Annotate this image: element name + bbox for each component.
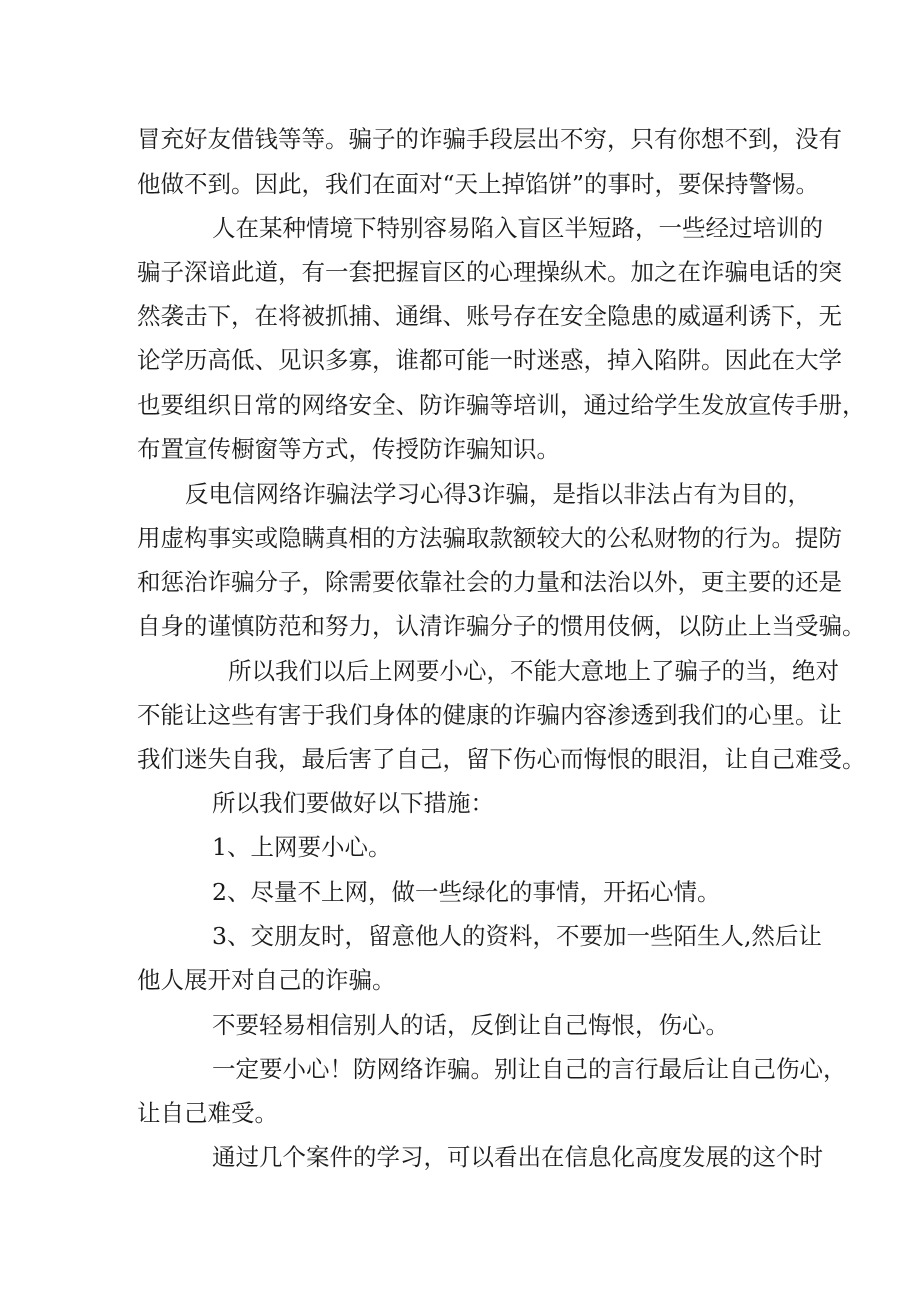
- text-line: 不能让这些有害于我们身体的健康的诈骗内容渗透到我们的心里。让: [137, 701, 842, 729]
- text-line: 2、尽量不上网，做一些绿化的事情，开拓心情。: [212, 878, 721, 906]
- text-line: 所以我们要做好以下措施：: [212, 789, 494, 817]
- text-line: 我们迷失自我，最后害了自己，留下伤心而悔恨的眼泪，让自己难受。: [137, 745, 866, 773]
- text-line: 人在某种情境下特别容易陷入盲区半短路，一些经过培训的: [212, 214, 823, 242]
- text-line: 论学历高低、见识多寡，谁都可能一时迷惑，掉入陷阱。因此在大学: [137, 346, 842, 374]
- text-line: 然袭击下，在将被抓捕、通缉、账号存在安全隐患的威逼利诱下，无: [137, 302, 842, 330]
- text-line: 他做不到。因此，我们在面对“天上掉馅饼”的事时，要保持警惕。: [137, 170, 820, 198]
- text-line: 一定要小心！防网络诈骗。别让自己的言行最后让自己伤心，: [212, 1055, 847, 1083]
- text-line: 通过几个案件的学习，可以看出在信息化高度发展的这个时: [212, 1143, 823, 1171]
- text-line: 1、上网要小心。: [212, 833, 392, 861]
- text-line: 冒充好友借钱等等。骗子的诈骗手段层出不穷，只有你想不到，没有: [137, 125, 842, 153]
- text-line: 用虚构事实或隐瞒真相的方法骗取款额较大的公私财物的行为。提防: [137, 524, 842, 552]
- text-line: 让自己难受。: [137, 1099, 278, 1127]
- text-line: 所以我们以后上网要小心，不能大意地上了骗子的当，绝对: [228, 657, 839, 685]
- text-line: 反电信网络诈骗法学习心得3诈骗，是指以非法占有为目的，: [185, 480, 811, 508]
- text-line: 3、交朋友时，留意他人的资料，不要加一些陌生人,然后让: [212, 922, 822, 950]
- text-line: 也要组织日常的网络安全、防诈骗等培训，通过给学生发放宣传手册，: [137, 391, 866, 419]
- text-line: 不要轻易相信别人的话，反倒让自己悔恨，伤心。: [212, 1011, 729, 1039]
- text-line: 布置宣传橱窗等方式，传授防诈骗知识。: [137, 435, 560, 463]
- text-line: 骗子深谙此道，有一套把握盲区的心理操纵术。加之在诈骗电话的突: [137, 258, 842, 286]
- text-line: 他人展开对自己的诈骗。: [137, 966, 396, 994]
- text-line: 和惩治诈骗分子，除需要依靠社会的力量和法治以外，更主要的还是: [137, 568, 842, 596]
- text-line: 自身的谨慎防范和努力，认清诈骗分子的惯用伎俩，以防止上当受骗。: [137, 612, 866, 640]
